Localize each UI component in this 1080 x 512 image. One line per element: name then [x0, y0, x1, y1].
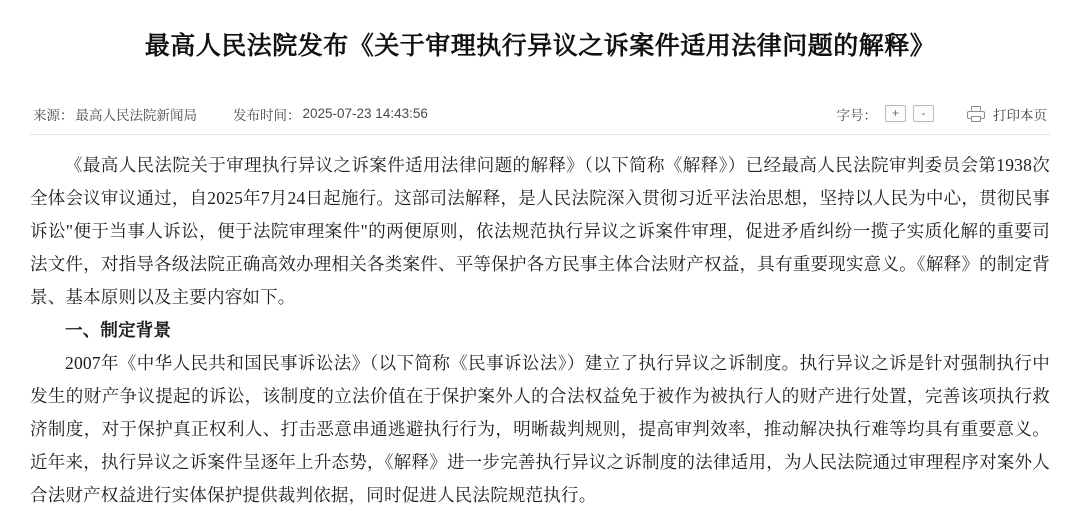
publish-time-value: 2025-07-23 14:43:56 — [302, 106, 428, 121]
article-paragraph: 《最高人民法院关于审理执行异议之诉案件适用法律问题的解释》（以下简称《解释》）已经最高人民法院审判委员会第1938次全体会议审议通过，自2025年7月24日起施行。这部司法解释，是人民法院深入贯彻习近平法治思想，坚持以人民为中心，贯彻民事诉讼"便于当事人诉讼，便于法院审理案件"的两便原则，依法规范执行异议之诉案件审理，促进矛盾纠纷一揽子实质化解的重要司法文件，对指导各级法院正确高效办理相关各类案件、平等保护各方民事主体合法财产权益，具有重要现实意义。《解释》的制定背景、基本原则以及主要内容如下。 — [30, 154, 1050, 307]
article-meta-bar — [30, 80, 1050, 135]
page-title: 最高人民法院发布《关于审理执行异议之诉案件适用法律问题的解释》 — [144, 31, 936, 60]
print-page-button[interactable] — [967, 104, 1047, 124]
print-page-label: 打印本页 — [993, 107, 1047, 123]
printer-icon — [967, 106, 985, 122]
article-paragraph: 2007年《中华人民共和国民事诉讼法》（以下简称《民事诉讼法》）建立了执行异议之诉制度。执行异议之诉是针对强制执行中发生的财产争议提起的诉讼，该制度的立法价值在于保护案外人的合法权益免于被作为被执行人的财产进行处置，完善该项执行救济制度，对于保护真正权利人、打击恶意串通逃避执行行为，明晰裁判规则，提高审判效率，推动解决执行难等均具有重要意义。近年来，执行异议之诉案件呈逐年上升态势，《解释》进一步完善执行异议之诉制度的法律适用，为人民法院通过审理程序对案外人合法财产权益进行实体保护提供裁判依据，同时促进人民法院规范执行。 — [30, 352, 1050, 505]
font-size-decrease-button[interactable]: - — [913, 105, 934, 122]
source-label: 来源： — [33, 107, 74, 123]
publish-time-label: 发布时间： — [233, 107, 301, 123]
article-body — [30, 135, 1050, 512]
meta-left-group — [33, 104, 428, 124]
meta-right-group — [837, 104, 1048, 124]
font-size-label: 字号： — [836, 107, 877, 123]
source-value: 最高人民法院新闻局 — [75, 107, 197, 123]
article-section-heading: 一、制定背景 — [65, 319, 172, 340]
font-size-increase-button[interactable]: + — [885, 105, 906, 122]
article-page — [0, 17, 1080, 505]
